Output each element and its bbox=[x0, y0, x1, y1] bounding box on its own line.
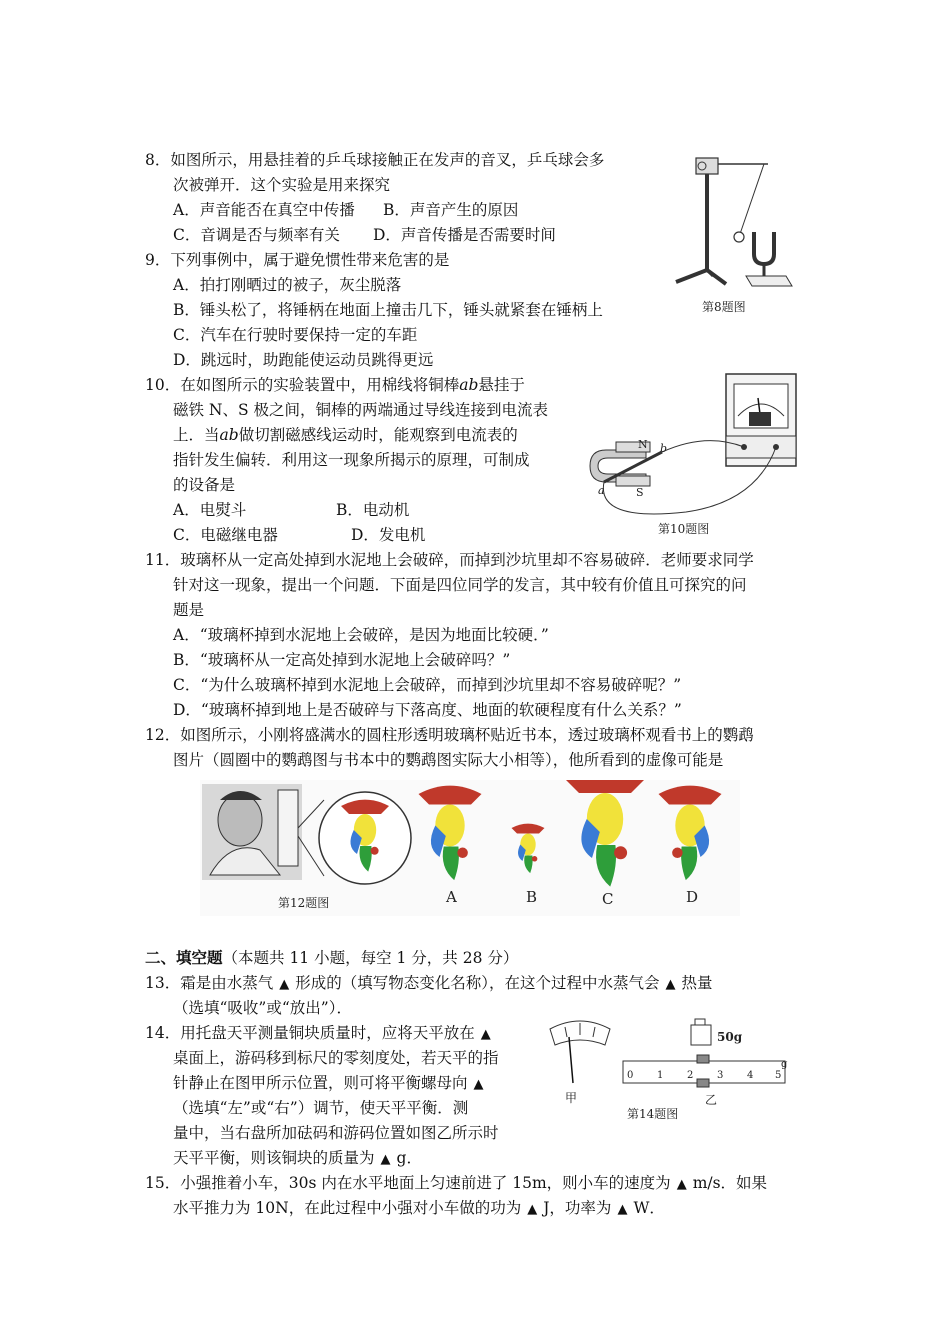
tuning-fork-apparatus-image bbox=[668, 150, 798, 320]
q15-part5: W． bbox=[633, 1199, 665, 1217]
q14-scale-5: 5 bbox=[775, 1070, 782, 1081]
q11-line1: 11．玻璃杯从一定高处掉到水泥地上会破碎，而掉到沙坑里却不容易破碎．老师要求同学 bbox=[145, 551, 754, 569]
q14-label-yi: 乙 bbox=[705, 1093, 718, 1107]
q8-option-a: A．声音能否在真空中传播 bbox=[173, 201, 355, 219]
q10-line1 bbox=[145, 375, 525, 395]
q8-option-c: C．音调是否与频率有关 bbox=[173, 226, 340, 244]
q10-line5: 的设备是 bbox=[173, 476, 236, 494]
q15-line2 bbox=[173, 1198, 665, 1220]
q15-part4: J，功率为 bbox=[543, 1199, 612, 1217]
q15-part2: m/s．如果 bbox=[692, 1174, 768, 1192]
q11-line2: 针对这一现象，提出一个问题．下面是四位同学的发言，其中较有价值且可探究的问 bbox=[173, 576, 747, 594]
q14-line3-text: 针静止在图甲所示位置，则可将平衡螺母向 bbox=[173, 1074, 468, 1092]
q13-line1 bbox=[145, 973, 713, 995]
q10-ab: ab bbox=[459, 376, 479, 394]
q14-unit: g bbox=[781, 1059, 788, 1070]
q14-line1 bbox=[145, 1023, 497, 1045]
q14-line1-text: 14．用托盘天平测量铜块质量时，应将天平放在 bbox=[145, 1024, 475, 1042]
q13-blank2[interactable]: ▲ bbox=[665, 977, 676, 992]
q15-blank1[interactable]: ▲ bbox=[676, 1177, 687, 1192]
section2-note: （本题共 11 小题，每空 1 分，共 28 分） bbox=[222, 949, 519, 967]
q12-line2: 图片（圆圈中的鹦鹉图与书本中的鹦鹉图实际大小相等），他所看到的虚像可能是 bbox=[173, 751, 724, 769]
q14-scale-3: 3 bbox=[717, 1070, 724, 1081]
q13-line2: （选填“吸收”或“放出”）． bbox=[173, 999, 352, 1017]
q14-label-jia: 甲 bbox=[565, 1091, 578, 1105]
q13-part3: 热量 bbox=[681, 974, 713, 992]
q10-line3-text: 上．当 bbox=[173, 426, 220, 444]
q8-option-b: B．声音产生的原因 bbox=[383, 201, 519, 219]
q13-part1: 13．霜是由水蒸气 bbox=[145, 974, 274, 992]
q12-label-d: D bbox=[686, 888, 699, 906]
q14-scale-1: 1 bbox=[657, 1070, 664, 1081]
q10-figure bbox=[586, 372, 798, 538]
q11-line3: 题是 bbox=[173, 601, 205, 619]
q14-weight-label: 50g bbox=[717, 1030, 743, 1044]
q8-caption: 第8题图 bbox=[702, 300, 746, 314]
q10-line3-end: 做切割磁感线运动时，能观察到电流表的 bbox=[238, 426, 518, 444]
q14-line2: 桌面上，游码移到标尺的零刻度处，若天平的指 bbox=[173, 1049, 499, 1067]
q9-option-c: C．汽车在行驶时要保持一定的车距 bbox=[173, 326, 418, 344]
q11-option-b: B．“玻璃杯从一定高处掉到水泥地上会破碎吗？” bbox=[173, 651, 511, 669]
q10-caption: 第10题图 bbox=[658, 522, 710, 536]
q10-label-a: a bbox=[598, 484, 605, 497]
q14-caption: 第14题图 bbox=[627, 1107, 679, 1121]
q12-figure bbox=[200, 780, 740, 916]
q10-line3 bbox=[173, 425, 518, 445]
q13-blank1[interactable]: ▲ bbox=[279, 977, 290, 992]
q9-option-a: A．拍打刚晒过的被子，灰尘脱落 bbox=[173, 276, 402, 294]
parrot-images bbox=[200, 780, 740, 890]
q15-blank3[interactable]: ▲ bbox=[617, 1202, 628, 1217]
q10-line2: 磁铁 N、S 极之间，铜棒的两端通过导线连接到电流表 bbox=[173, 401, 549, 419]
q14-blank3[interactable]: ▲ bbox=[380, 1152, 391, 1167]
q10-label-s: S bbox=[636, 486, 644, 499]
q10-option-c: C．电磁继电器 bbox=[173, 526, 278, 544]
q12-label-b: B bbox=[526, 888, 538, 906]
q14-line4: （选填“左”或“右”）调节，使天平平衡．测 bbox=[173, 1099, 469, 1117]
q15-line1 bbox=[145, 1173, 767, 1195]
q9-option-b: B．锤头松了，将锤柄在地面上撞击几下，锤头就紧套在锤柄上 bbox=[173, 301, 603, 319]
q9-option-d: D．跳远时，助跑能使运动员跳得更远 bbox=[173, 351, 434, 369]
q10-label-b: b bbox=[660, 442, 668, 455]
q10-line1-text: 10．在如图所示的实验装置中，用棉线将铜棒 bbox=[145, 376, 460, 394]
q14-scale-2: 2 bbox=[687, 1070, 694, 1081]
q14-line3 bbox=[173, 1073, 490, 1095]
q14-blank2[interactable]: ▲ bbox=[473, 1077, 484, 1092]
q8-line1: 8．如图所示，用悬挂着的乒乓球接触正在发声的音叉，乒乓球会多 bbox=[145, 151, 605, 169]
q12-label-c: C bbox=[602, 890, 614, 908]
q15-part3: 水平推力为 10N，在此过程中小强对小车做的功为 bbox=[173, 1199, 522, 1217]
q14-figure bbox=[545, 1015, 790, 1125]
q14-line6-text: 天平平衡，则该铜块的质量为 bbox=[173, 1149, 375, 1167]
q11-option-c: C．“为什么玻璃杯掉到水泥地上会破碎，而掉到沙坑里却不容易破碎呢？” bbox=[173, 676, 682, 694]
q14-blank1[interactable]: ▲ bbox=[480, 1027, 491, 1042]
q10-line1-end: 悬挂于 bbox=[478, 376, 525, 394]
q14-line5: 量中，当右盘所加砝码和游码位置如图乙所示时 bbox=[173, 1124, 499, 1142]
q15-part1: 15．小强推着小车，30s 内在水平地面上匀速前进了 15m，则小车的速度为 bbox=[145, 1174, 671, 1192]
q10-option-b: B．电动机 bbox=[336, 501, 410, 519]
q14-line6 bbox=[173, 1148, 422, 1170]
q14-scale-4: 4 bbox=[747, 1070, 754, 1081]
q10-line4: 指针发生偏转．利用这一现象所揭示的原理，可制成 bbox=[173, 451, 530, 469]
q8-option-d: D．声音传播是否需要时间 bbox=[373, 226, 556, 244]
q14-scale-0: 0 bbox=[627, 1070, 634, 1081]
q13-part2: 形成的（填写物态变化名称），在这个过程中水蒸气会 bbox=[295, 974, 660, 992]
q8-figure bbox=[668, 150, 798, 320]
q11-option-d: D．“玻璃杯掉到地上是否破碎与下落高度、地面的软硬程度有什么关系？” bbox=[173, 701, 682, 719]
q9-line1: 9．下列事例中，属于避免惯性带来危害的是 bbox=[145, 251, 450, 269]
q10-option-d: D．发电机 bbox=[351, 526, 426, 544]
q12-caption: 第12题图 bbox=[278, 896, 330, 910]
q10-ab-2: ab bbox=[219, 426, 239, 444]
q10-option-a: A．电熨斗 bbox=[173, 501, 247, 519]
electromagnetic-induction-apparatus-image bbox=[586, 372, 798, 538]
q12-label-a: A bbox=[446, 888, 457, 906]
q11-option-a: A．“玻璃杯掉到水泥地上会破碎，是因为地面比较硬．” bbox=[173, 626, 549, 644]
q14-line6-end: g． bbox=[396, 1149, 422, 1167]
q8-line2: 次被弹开．这个实验是用来探究 bbox=[173, 176, 391, 194]
q12-line1: 12．如图所示，小刚将盛满水的圆柱形透明玻璃杯贴近书本，透过玻璃杯观看书上的鹦鹉 bbox=[145, 726, 754, 744]
q15-blank2[interactable]: ▲ bbox=[527, 1202, 538, 1217]
section2-title: 二、填空题 bbox=[145, 948, 223, 967]
section2-heading bbox=[145, 948, 518, 968]
q10-label-n: N bbox=[638, 438, 648, 451]
